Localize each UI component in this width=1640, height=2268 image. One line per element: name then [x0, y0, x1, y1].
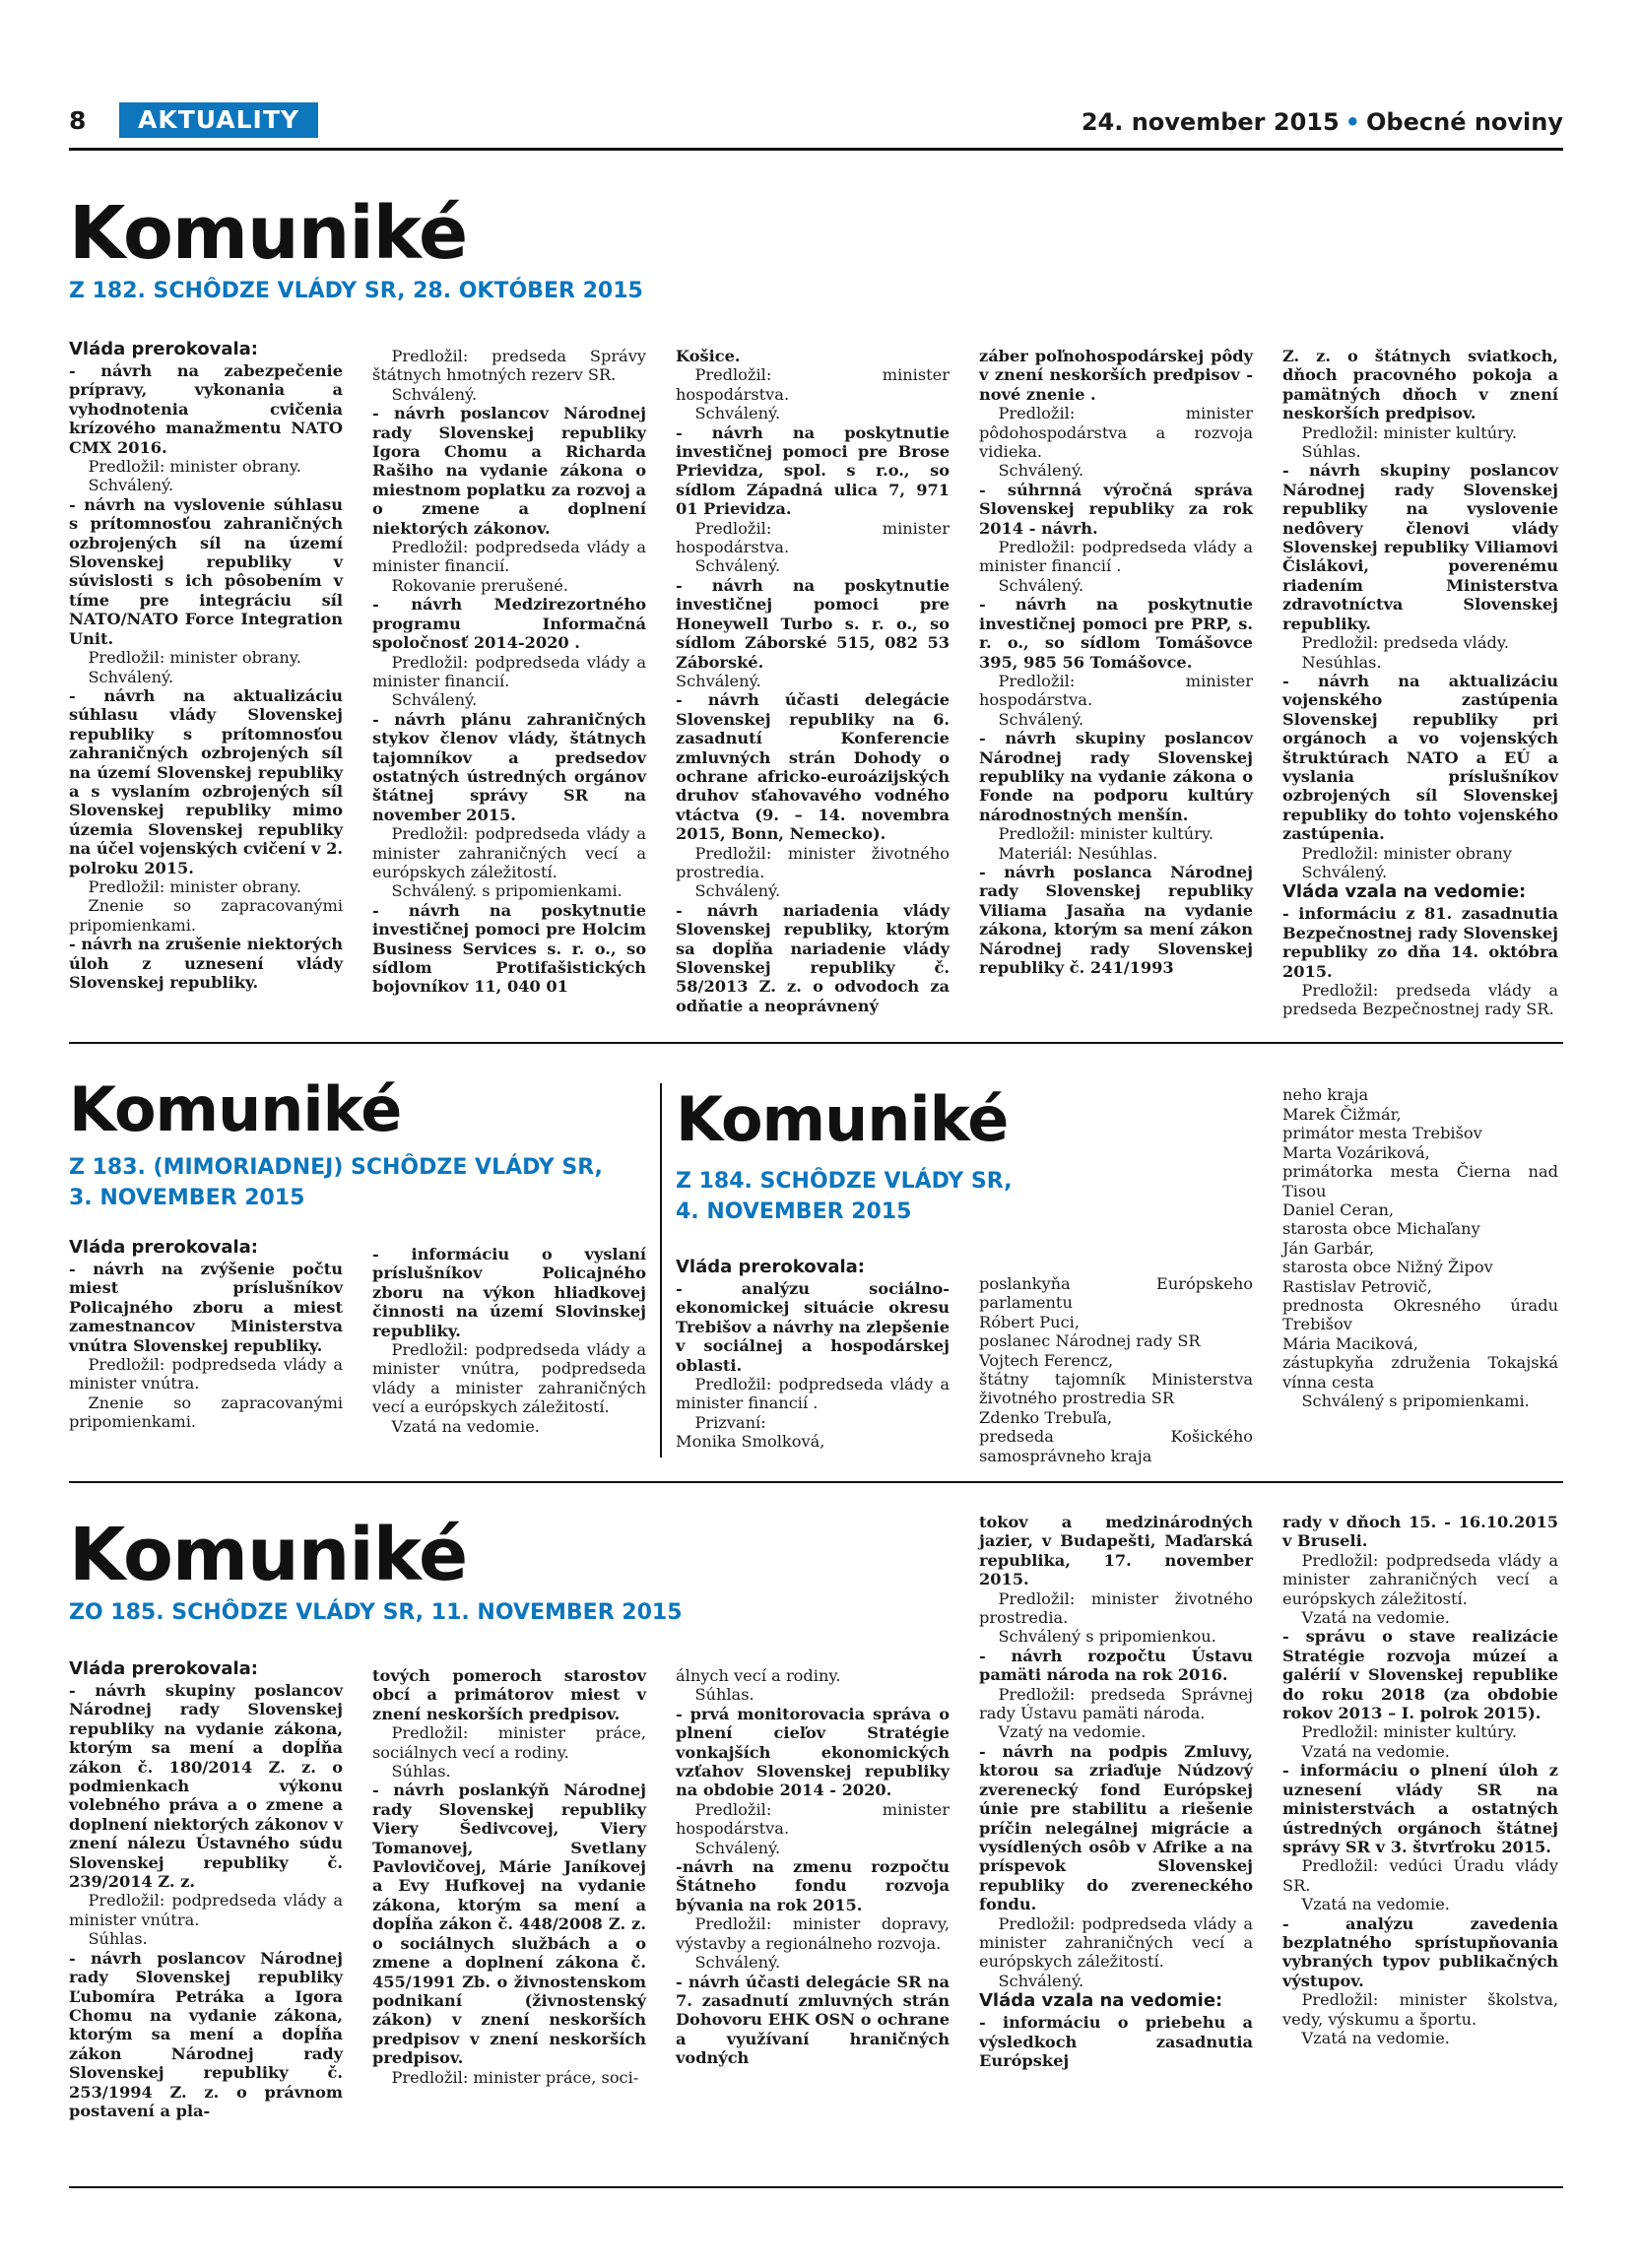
agenda-item-continued: Košice. [676, 347, 741, 365]
agenda-item: - návrh na poskytnutie investičnej pomoci pre PRP, s. r. o., so sídlom Tomášovce 395, 985 56 Tomášovce. [979, 595, 1253, 672]
item-note: Súhlas. [391, 1762, 451, 1782]
text-column [372, 1666, 646, 2087]
agenda-item: - návrh plánu zahraničných stykov členov vlády, štátnych tajomníkov a predsedov ostatných ústredných orgánov štátnej správy SR na november 2015. [372, 709, 646, 824]
text-column [979, 1513, 1253, 2070]
item-note: Materiál: Nesúhlas. [998, 843, 1158, 863]
item-text: Marta Vozáriková, [1282, 1142, 1430, 1162]
item-note: Schválený. [391, 384, 478, 404]
item-note: Vzatá na vedomie. [1301, 1895, 1450, 1914]
subheading: Vláda prerokovala: [69, 1237, 259, 1258]
item-note: Schválený. [694, 404, 781, 423]
item-note: Znenie so zapracovanými pripomienkami. [69, 896, 343, 935]
subheading: Vláda vzala na vedomie: [979, 1990, 1223, 2012]
agenda-item: - návrh skupiny poslancov Národnej rady Slovenskej republiky na vyslovenie nedôvery členovi vlády Slovenskej republiky Viliamovi Čislákovi, poverenému riadením Ministerstva zdravotníctva Slovenskej republiky. [1282, 461, 1558, 633]
item-note: Predložil: minister obrany. [88, 876, 301, 896]
article-title: Komuniké [676, 1083, 1009, 1155]
text-column [1282, 1105, 1558, 1411]
item-text: Mária Maciková, [1282, 1333, 1418, 1353]
subheading: Vláda prerokovala: [69, 1658, 259, 1679]
item-note: Schválený. [998, 461, 1084, 481]
item-note: Schválený. [694, 1953, 781, 1973]
item-note: Predložil: minister kultúry. [998, 824, 1214, 844]
agenda-item: - návrh na zvýšenie počtu miest príslušníkov Policajného zboru a miest zamestnancov Ministerstva vnútra Slovenskej republiky. [69, 1260, 343, 1355]
item-note: Predložil: podpredseda vlády a minister vnútra, podpredseda vlády a minister zahraničných vecí a európskych záležitostí. [372, 1340, 646, 1417]
item-note: Predložil: podpredseda vlády a minister vnútra. [69, 1355, 343, 1393]
footer-rule [69, 2186, 1563, 2188]
item-note: Predložil: podpredseda vlády a minister zahraničných vecí a európskych záležitostí. [372, 824, 646, 881]
item-text: Zdenko Trebuľa, [979, 1407, 1113, 1427]
item-note: Predložil: minister školstva, vedy, výskumu a športu. [1282, 1990, 1558, 2029]
item-note: Predložil: minister práce, sociálnych vecí a rodiny. [372, 1723, 646, 1762]
header-rule [69, 148, 1563, 151]
article-title: Komuniké [69, 1513, 468, 1597]
section-divider [69, 1481, 1563, 1483]
agenda-item-continued: Z. z. o štátnych sviatkoch, dňoch pracovného pokoja a pamätných dňoch v znení neskorších predpisov. [1282, 347, 1558, 423]
text-column [979, 347, 1253, 977]
item-note: Vzatá na vedomie. [1301, 1741, 1450, 1761]
agenda-item: -návrh na zmenu rozpočtu Štátneho fondu rozvoja bývania na rok 2015. [676, 1857, 950, 1914]
subheading: Vláda prerokovala: [676, 1257, 866, 1277]
agenda-item: - správu o stave realizácie Stratégie rozvoja múzeí a galérií v Slovenskej republike do roku 2018 (za obdobie rokov 2013 – I. polrok 2015). [1282, 1627, 1558, 1723]
agenda-item: - návrh na poskytnutie investičnej pomoci pre Brose Prievidza, spol. s r.o., so sídlom Západná ulica 7, 971 01 Prievidza. [676, 422, 950, 519]
article-title: Komuniké [69, 1073, 402, 1145]
text-column [372, 347, 646, 997]
agenda-item: - návrh na aktualizáciu súhlasu vlády Slovenskej republiky s prítomnosťou zahraničných ozbrojených síl na území Slovenskej republiky a s vyslaním ozbrojených síl Slovenskej republiky mimo územia Slovenskej republiky na účel vojenských cvičení v 2. polroku 2015. [69, 685, 343, 877]
agenda-item: - návrh na podpis Zmluvy, ktorou sa zriaďuje Núdzový zverenecký fond Európskej únie pre stabilitu a riešenie príčin nelegálnej migrácie a vysídlených osôb v Afrike a na príspevok Slovenskej republiky do zvereneckého fondu. [979, 1741, 1253, 1914]
section-divider [69, 1042, 1563, 1044]
article-subtitle [69, 1152, 603, 1213]
agenda-item: - návrh na poskytnutie investičnej pomoci pre Holcim Business Services s. r. o., so sídlom Protifašistických bojovníkov 11, 040 01 [372, 900, 646, 997]
agenda-item: - návrh poslancov Národnej rady Slovenskej republiky Igora Chomu a Richarda Rašiho na vydanie zákona o miestnom poplatku za rozvoj a o zmene a doplnení niektorých zákonov. [372, 404, 646, 538]
item-note: Predložil: minister práce, soci- [391, 2067, 639, 2087]
item-note: Súhlas. [1301, 442, 1361, 462]
item-note: Vzatá na vedomie. [1301, 2028, 1450, 2047]
item-note: Predložil: minister dopravy, výstavby a regionálneho rozvoja. [676, 1914, 950, 1953]
item-note: Schválený. [694, 881, 781, 901]
agenda-item: - návrh Medzirezortného programu Informačná spoločnosť 2014-2020 . [372, 595, 646, 653]
item-text: poslankyňa Európskeho parlamentu [979, 1274, 1253, 1313]
item-note: Súhlas. [694, 1685, 754, 1705]
agenda-item: - návrh na aktualizáciu vojenského zastúpenia Slovenskej republiky pri orgánoch a vo vojenských štruktúrach NATO a EÚ a vyslania príslušníkov ozbrojených síl Slovenskej republiky do tohto vojenského zastúpenia. [1282, 671, 1558, 844]
issue-date: 24. november 2015 [1081, 108, 1340, 136]
item-text: prednosta Okresného úradu Trebišov [1282, 1296, 1558, 1334]
agenda-item: - návrh účasti delegácie Slovenskej republiky na 6. zasadnutí Konferencie zmluvných strán Dohody o ochrane africko-euroázijských druhov sťahovavého vodného vtáctva (9. – 14. novembra 2015, Bonn, Nemecko). [676, 690, 950, 844]
text-column [676, 1257, 950, 1452]
item-text: Marek Čižmár, [1282, 1105, 1402, 1124]
item-note: Schválený. [88, 476, 174, 495]
agenda-item: - návrh skupiny poslancov Národnej rady Slovenskej republiky na vydanie zákona, ktorým sa mení a dopĺňa zákon č. 180/2014 Z. z. o podmienkach výkonu volebného práva a o zmene a doplnení niektorých zákonov v znení nálezu Ústavného súdu Slovenskej republiky č. 239/2014 Z. z. [69, 1681, 343, 1892]
item-text: poslanec Národnej rady SR [979, 1331, 1201, 1351]
item-note: Predložil: podpredseda vlády a minister zahraničných vecí a európskych záležitostí. [1282, 1550, 1558, 1608]
item-text: štátny tajomník Ministerstva životného prostredia SR [979, 1370, 1253, 1408]
agenda-item: - návrh poslancov Národnej rady Slovenskej republiky Ľubomíra Petráka a Igora Chomu na vydanie zákona, ktorým sa mení a dopĺňa zákon Národnej rady Slovenskej republiky č. 253/1994 Z. z. o právnom postavení a pla- [69, 1948, 343, 2120]
article-subtitle: ZO 185. SCHÔDZE VLÁDY SR, 11. NOVEMBER 2015 [69, 1600, 683, 1625]
agenda-item: - návrh na zrušenie niektorých úloh z uznesení vlády Slovenskej republiky. [69, 935, 343, 992]
item-note: Schválený. [998, 709, 1084, 729]
agenda-item: - návrh na vyslovenie súhlasu s prítomnosťou zahraničných ozbrojených síl na území Slovenskej republiky v súvislosti s ich pôsobením v tíme pre integráciu síl NATO/NATO Force Integration Unit. [69, 494, 343, 648]
item-text: primátorka mesta Čierna nad Tisou [1282, 1162, 1558, 1200]
item-note: Vzatá na vedomie. [391, 1416, 540, 1436]
agenda-item: - návrh na poskytnutie investičnej pomoci pre Honeywell Turbo s. r. o., so sídlom Záborské 515, 082 53 Záborské. [676, 575, 950, 672]
text-column [372, 1245, 646, 1436]
subtitle-line: Z 183. (MIMORIADNEJ) SCHÔDZE VLÁDY SR, [69, 1155, 603, 1180]
item-note: Schválený. [694, 556, 781, 576]
subheading: Vláda vzala na vedomie: [1282, 881, 1527, 903]
agenda-item-continued: záber poľnohospodárskej pôdy v znení neskorších predpisov - nové znenie . [979, 347, 1253, 404]
item-text: Schválený. [676, 671, 761, 690]
item-note: Predložil: minister hospodárstva. [676, 518, 950, 557]
item-note: Predložil: minister pôdohospodárstva a rozvoja vidieka. [979, 404, 1253, 462]
item-note: Predložil: minister hospodárstva. [676, 1799, 950, 1839]
item-text: zástupkyňa združenia Tokajská vínna cesta [1282, 1353, 1558, 1392]
item-text: starosta obce Nižný Žipov [1282, 1258, 1493, 1277]
item-note: Schválený. [88, 667, 174, 686]
article-subtitle [676, 1166, 1012, 1227]
agenda-item-continued: tových pomeroch starostov obcí a primátorov miest v znení neskorších predpisov. [372, 1666, 646, 1723]
text-column [979, 1274, 1253, 1465]
item-note: Znenie so zapracovanými pripomienkami. [69, 1393, 343, 1432]
item-note: Schválený s pripomienkou. [998, 1627, 1216, 1647]
item-note: Prizvaní: [694, 1412, 766, 1432]
issue-info [1082, 108, 1563, 136]
item-text: Daniel Ceran, [1282, 1200, 1395, 1220]
agenda-item: - súhrnná výročná správa Slovenskej republiky za rok 2014 - návrh. [979, 480, 1253, 538]
text-column [69, 1237, 343, 1432]
item-note: Predložil: minister obrany. [88, 648, 301, 668]
item-note: Vzatý na vedomie. [998, 1722, 1147, 1742]
agenda-item: - návrh rozpočtu Ústavu pamäti národa na rok 2016. [979, 1646, 1253, 1685]
item-note: Predložil: podpredseda vlády a minister zahraničných vecí a európskych záležitostí. [979, 1913, 1253, 1972]
item-text: Monika Smolková, [676, 1432, 825, 1452]
article-title: Komuniké [69, 191, 468, 276]
item-text: starosta obce Michaľany [1282, 1219, 1480, 1239]
item-note: Predložil: minister obrany [1301, 843, 1512, 863]
separator-dot: • [1345, 108, 1361, 136]
item-note: Predložil: minister životného prostredia. [676, 843, 950, 881]
text-column [69, 1658, 343, 2120]
agenda-item: - návrh poslanca Národnej rady Slovenskej republiky Viliama Jasaňa na vydanie zákona, ktorým sa mení zákon Národnej rady Slovenskej republiky č. 241/1993 [979, 862, 1253, 977]
item-note: Predložil: podpredseda vlády a minister vnútra. [69, 1891, 343, 1929]
agenda-item: - návrh skupiny poslancov Národnej rady Slovenskej republiky na vydanie zákona o Fonde na podporu kultúry národnostných menšín. [979, 729, 1253, 824]
item-note: Predložil: minister obrany. [88, 457, 301, 477]
item-text: primátor mesta Trebišov [1282, 1124, 1482, 1143]
item-note: Schválený. [694, 1838, 781, 1857]
item-note: Predložil: predseda vlády a predseda Bezpečnostnej rady SR. [1282, 981, 1558, 1019]
agenda-item: - informáciu o plnení úloh z uznesení vlády SR na ministerstvách a ostatných ústredných orgánoch štátnej správy SR v 3. štvrťroku 2015. [1282, 1761, 1558, 1856]
item-note: Predložil: minister kultúry. [1301, 422, 1518, 442]
column-divider [660, 1083, 662, 1458]
item-text: álnych vecí a rodiny. [676, 1666, 841, 1685]
item-note: Predložil: minister hospodárstva. [979, 671, 1253, 710]
agenda-item: - návrh účasti delegácie SR na 7. zasadnutí zmluvných strán Dohovoru EHK OSN o ochrane a využívaní hraničných vodných [676, 1972, 950, 2068]
item-note: Schválený s pripomienkami. [1301, 1392, 1530, 1411]
agenda-item: - informáciu o vyslaní príslušníkov Policajného zboru na výkon hliadkovej činnosti na území Slovinskej republiky. [372, 1245, 646, 1340]
item-note: Predložil: vedúci Úradu vlády SR. [1282, 1856, 1558, 1895]
item-note: Predložil: podpredseda vlády a minister financií. [372, 652, 646, 690]
text-column [69, 339, 343, 992]
item-text: Róbert Puci, [979, 1312, 1080, 1331]
item-text: Vojtech Ferencz, [979, 1350, 1114, 1370]
agenda-item: - návrh poslankýň Národnej rady Slovenskej republiky Viery Šedivcovej, Viery Tomanovej, Svetlany Pavlovičovej, Márie Janíkovej a Evy Hufkovej na vydanie zákona, ktorým sa mení a dopĺňa zákon č. 448/2008 Z. z. o sociálnych službách a o zmene a doplnení zákona č. 455/1991 Zb. o živnostenskom podnikaní (živnostenský zákon) v znení neskorších predpisov v znení neskorších predpisov. [372, 1781, 646, 2068]
item-note: Vzatá na vedomie. [1301, 1608, 1450, 1628]
item-note: Schválený. [998, 1971, 1084, 1990]
item-note: Nesúhlas. [1301, 652, 1382, 672]
agenda-item-continued: tokov a medzinárodných jazier, v Budapešti, Maďarská republika, 17. november 2015. [979, 1513, 1253, 1589]
text-column [676, 1666, 950, 2068]
subtitle-line: 3. NOVEMBER 2015 [69, 1186, 305, 1210]
item-note: Predložil: podpredseda vlády a minister financií . [676, 1375, 950, 1413]
item-note: Predložil: predseda Správy štátnych hmotných rezerv SR. [372, 347, 646, 385]
page-number: 8 [69, 106, 87, 135]
subtitle-line: 4. NOVEMBER 2015 [676, 1199, 912, 1224]
subheading: Vláda prerokovala: [69, 339, 259, 359]
item-note: Súhlas. [88, 1929, 148, 1949]
section-tag: AKTUALITY [119, 102, 318, 138]
item-note: Predložil: predseda vlády. [1301, 633, 1509, 653]
agenda-item: - informáciu z 81. zasadnutia Bezpečnostnej rady Slovenskej republiky zo dňa 14. októbra 2015. [1282, 904, 1558, 981]
item-note: Schválený. [391, 690, 478, 710]
item-note: Predložil: predseda Správnej rady Ústavu pamäti národa. [979, 1684, 1253, 1723]
continued-text: neho kraja [1282, 1085, 1369, 1104]
item-note: Rokovanie prerušené. [391, 575, 568, 595]
item-note: Schválený. s pripomienkami. [391, 881, 623, 901]
article-subtitle: Z 182. SCHÔDZE VLÁDY SR, 28. OKTÓBER 2015 [69, 279, 643, 303]
item-note: Predložil: podpredseda vlády a minister financií. [372, 538, 646, 576]
item-text: predseda Košického samosprávneho kraja [979, 1427, 1253, 1465]
agenda-item: - informáciu o priebehu a výsledkoch zasadnutia Európskej [979, 2013, 1253, 2070]
agenda-item-continued: rady v dňoch 15. - 16.10.2015 v Bruseli. [1282, 1513, 1558, 1551]
publication-name: Obecné noviny [1366, 108, 1563, 136]
item-text: Ján Garbár, [1282, 1238, 1375, 1258]
item-note: Predložil: podpredseda vlády a minister financií . [979, 538, 1253, 576]
subtitle-line: Z 184. SCHÔDZE VLÁDY SR, [676, 1169, 1013, 1194]
item-text: Rastislav Petrovič, [1282, 1276, 1432, 1296]
agenda-item: - návrh na zabezpečenie prípravy, vykonania a vyhodnotenia cvičenia krízového manažmentu NATO CMX 2016. [69, 361, 343, 457]
text-column [1282, 1513, 1558, 2047]
text-column [1282, 347, 1558, 1019]
agenda-item: - prvá monitorovacia správa o plnení cieľov Stratégie vonkajších ekonomických vzťahov Slovenskej republiky na obdobie 2014 - 2020. [676, 1704, 950, 1800]
text-column [676, 347, 950, 1015]
item-note: Schválený. [998, 575, 1084, 595]
agenda-item: - analýzu sociálno-ekonomickej situácie okresu Trebišov a návrhy na zlepšenie v sociálnej a hospodárskej oblasti. [676, 1279, 950, 1375]
agenda-item: - analýzu zavedenia bezplatného sprístupňovania vybraných typov publikačných výstupov. [1282, 1913, 1558, 1990]
item-note: Schválený. [1301, 862, 1388, 881]
item-note: Predložil: minister hospodárstva. [676, 365, 950, 404]
item-note: Predložil: minister kultúry. [1301, 1722, 1518, 1742]
agenda-item: - návrh nariadenia vlády Slovenskej republiky, ktorým sa dopĺňa nariadenie vlády Slovenskej republiky č. 58/2013 Z. z. o odvodoch za odňatie a neoprávnený [676, 900, 950, 1015]
item-note: Predložil: minister životného prostredia. [979, 1588, 1253, 1628]
